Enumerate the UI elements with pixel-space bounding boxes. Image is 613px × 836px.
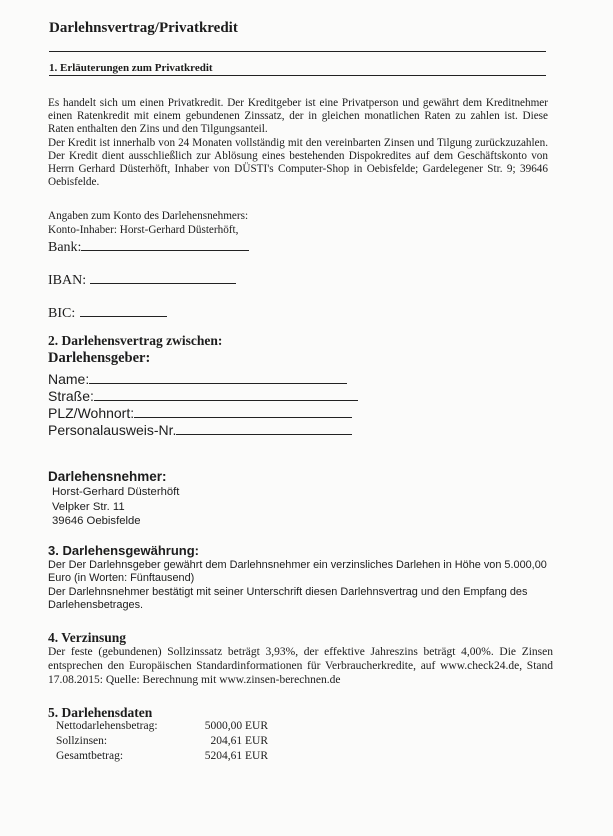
loan-row-label: Nettodarlehensbetrag: xyxy=(56,720,158,732)
section3-body xyxy=(48,559,550,613)
lender-street-label: Straße: xyxy=(48,388,94,404)
lender-name-label: Name: xyxy=(48,371,90,387)
borrower-heading: Darlehensnehmer: xyxy=(48,469,167,484)
section1-paragraph2: Der Kredit ist innerhalb von 24 Monaten vollständig mit den vereinbarten Zinsen und Tilgung zurückzuzahlen. Der Kredit dient ausschließlich zur Ablösung eines bestehenden Dispokredites auf dem Geschäftskonto von Herrn Gerhard Düsterhöft, Inhaber von DÜSTI's Computer-Shop in Oebisfelde; Gardelegener Str. 9; 39646 Oebisfelde. xyxy=(48,136,548,189)
loan-row-label: Gesamtbetrag: xyxy=(56,750,124,762)
lender-id-label: Personalausweis-Nr. xyxy=(48,422,177,438)
bic-blank-line xyxy=(80,304,167,317)
lender-id-field xyxy=(48,422,352,438)
lender-street-blank-line xyxy=(94,388,358,401)
lender-city-field xyxy=(48,405,352,421)
section1-body xyxy=(48,97,548,189)
bank-blank-line xyxy=(81,238,249,251)
lender-street-field xyxy=(48,388,358,404)
title-divider xyxy=(49,51,546,52)
bic-label: BIC: xyxy=(48,306,76,321)
account-holder: Konto-Inhaber: Horst-Gerhard Düsterhöft, xyxy=(48,224,239,236)
document-title: Darlehnsvertrag/Privatkredit xyxy=(49,20,238,36)
section1-divider xyxy=(49,75,546,76)
bic-field xyxy=(48,304,167,322)
borrower-city: 39646 Oebisfelde xyxy=(52,515,141,527)
lender-city-blank-line xyxy=(134,405,352,418)
bank-field xyxy=(48,238,249,256)
borrower-street: Velpker Str. 11 xyxy=(52,500,125,513)
account-intro: Angaben zum Konto des Darlehensnehmers: xyxy=(48,210,249,222)
lender-name-field xyxy=(48,371,347,387)
section3-text1: Der Der Darlehnsgeber gewährt dem Darlehnsnehmer ein verzinsliches Darlehen in Höhe von 5.000,00 Euro (in Worten: Fünftausend) xyxy=(48,559,547,585)
section4-heading: 4. Verzinsung xyxy=(48,630,127,645)
lender-heading: Darlehensgeber: xyxy=(48,350,151,366)
bank-label: Bank: xyxy=(48,240,82,255)
section5-heading: 5. Darlehensdaten xyxy=(48,705,153,720)
loan-row-label: Sollzinsen: xyxy=(56,735,108,747)
lender-id-blank-line xyxy=(176,422,352,435)
section4-text: Der feste (gebundenen) Sollzinssatz beträgt 3,93%, der effektive Jahreszins beträgt 4,00%. Die Zinsen entsprechen den Europäischen Standardinformationen für Verbraucherkredite, auf www.check24.de, Stand 17.08.2015: Quelle: Berechnung mit www.zinsen-berechnen.de xyxy=(48,646,553,686)
loan-row-value: 5204,61 EUR xyxy=(204,750,268,762)
borrower-address xyxy=(52,485,179,529)
loan-row-value: 204,61 EUR xyxy=(210,735,268,747)
section1-paragraph1: Es handelt sich um einen Privatkredit. Der Kreditgeber ist eine Privatperson und gewährt dem Kreditnehmer einen Ratenkredit mit einem gebundenen Zinssatz, der in gleichen monatlichen Raten zu zahlen ist. Diese Raten enthalten den Zins und den Tilgungsanteil. xyxy=(48,97,548,136)
section3-heading: 3. Darlehensgewährung: xyxy=(48,543,199,558)
iban-blank-line xyxy=(90,271,236,284)
section2-heading: 2. Darlehensvertrag zwischen: xyxy=(48,333,223,348)
section1-heading: 1. Erläuterungen zum Privatkredit xyxy=(49,62,213,74)
lender-name-blank-line xyxy=(89,371,347,384)
borrower-name: Horst-Gerhard Düsterhöft xyxy=(52,486,180,498)
lender-city-label: PLZ/Wohnort: xyxy=(48,405,135,421)
iban-label: IBAN: xyxy=(48,273,87,288)
iban-field xyxy=(48,271,236,289)
section3-text2: Der Darlehnsnehmer bestätigt mit seiner Unterschrift diesen Darlehnsvertrag und den Empfang des Darlehensbetrages. xyxy=(48,585,528,612)
loan-row-value: 5000,00 EUR xyxy=(204,720,268,732)
